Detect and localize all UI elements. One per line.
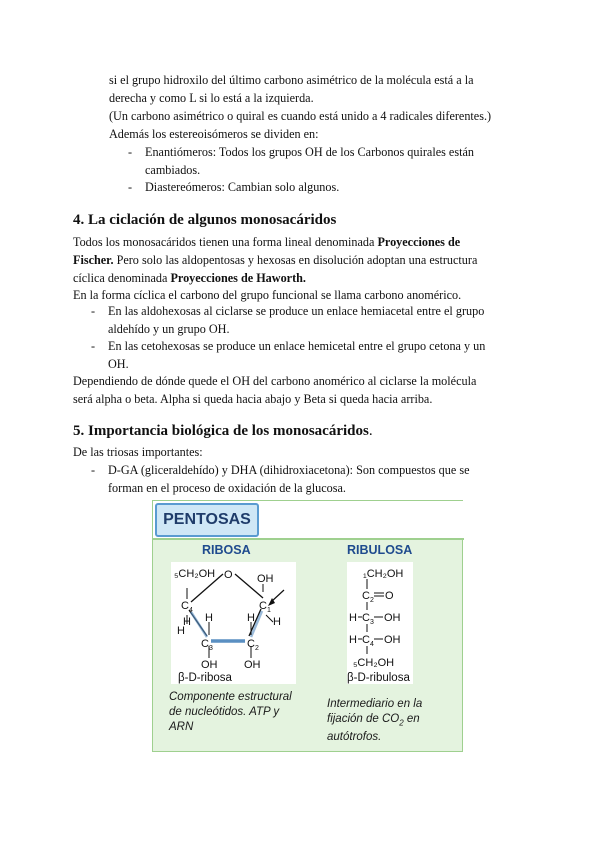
paragraph-line: Dependiendo de dónde quede el OH del carbono anomérico al ciclarse la molécula <box>73 374 477 388</box>
svg-text:C1: $C_1$ <box>259 600 271 614</box>
svg-text:OH: OH <box>384 612 401 624</box>
pentosas-figure <box>152 500 463 752</box>
ribose-name: β-D-ribosa <box>178 672 232 684</box>
ribulose-name: β-D-ribulosa <box>347 672 410 684</box>
svg-text:OH: OH <box>244 659 261 671</box>
caption-text: fijación de CO <box>327 713 400 725</box>
svg-text:₁CH₂OH: ₁CH₂OH <box>363 568 404 580</box>
ribose-oh-c3: OH <box>201 659 218 671</box>
list-item-diastereomeros: Diastereómeros: Cambian solo algunos. <box>145 180 340 194</box>
caption-subscript: 2 <box>399 718 404 728</box>
paragraph-line: En la forma cíclica el carbono del grupo funcional se llama carbono anomérico. <box>73 288 462 302</box>
figure-tag: PENTOSAS <box>155 503 259 537</box>
list-bullet: - <box>128 145 133 159</box>
list-item-enantiomeros-cont: cambiados. <box>145 163 201 177</box>
paragraph-line: (Un carbono asimétrico o quiral es cuando está unido a 4 radicales diferentes.) <box>109 109 492 123</box>
ribulose-structure <box>347 562 413 684</box>
caption-line: Intermediario en la <box>327 698 423 710</box>
caption-line <box>327 712 422 730</box>
svg-text:H: H <box>177 625 185 637</box>
svg-text:₅CH₂OH: ₅CH₂OH <box>174 568 216 580</box>
list-bullet: - <box>91 304 96 318</box>
text-run: Pero solo las aldopentosas y hexosas en disolución adoptan una estructura <box>113 253 478 267</box>
list-item-aldohexosas-cont: aldehído y un grupo OH. <box>108 322 230 336</box>
paragraph-line: será alpha o beta. Alpha si queda hacia abajo y Beta si queda hacia arriba. <box>73 392 433 406</box>
bold-term: Fischer. <box>73 253 114 267</box>
svg-text:C4: $C_4$ <box>181 600 193 614</box>
ribose-structure <box>171 562 296 684</box>
ribose-caption <box>169 690 292 735</box>
text-run: Todos los monosacáridos tienen una forma lineal denominada <box>73 235 378 249</box>
heading-dot: . <box>368 423 373 439</box>
ribose-oh-c1: OH <box>257 573 274 585</box>
list-item-enantiomeros: Enantiómeros: Todos los grupos OH de los Carbonos quirales están <box>145 145 474 159</box>
caption-line: Componente estructural <box>169 691 292 703</box>
paragraph-line <box>73 233 528 251</box>
heading-text: 5. Importancia biológica de los monosacáridos <box>73 423 369 439</box>
svg-text:H: H <box>247 612 255 624</box>
list-item-triosas: D-GA (gliceraldehído) y DHA (dihidroxiacetona): Son compuestos que se <box>108 463 470 477</box>
svg-text:H: H <box>349 634 357 646</box>
ribose-drawing <box>171 562 296 684</box>
paragraph-line: derecha y como L si lo está a la izquierda. <box>109 91 314 105</box>
svg-text:C3: $C_3$ <box>362 612 374 626</box>
caption-text: en <box>403 713 420 725</box>
ribose-ring-oxygen: O <box>224 569 233 581</box>
section-heading-4: 4. La ciclación de algunos monosacáridos <box>73 212 337 228</box>
section-heading-5 <box>73 421 373 441</box>
paragraph-line: si el grupo hidroxilo del último carbono asimétrico de la molécula está a la <box>109 73 474 87</box>
ribulose-drawing <box>347 562 413 684</box>
paragraph-line <box>73 251 528 269</box>
svg-text:OH: OH <box>384 634 401 646</box>
ribose-h-c4: H <box>183 616 191 628</box>
ribulose-caption <box>327 697 422 745</box>
caption-line: de nucleótidos. ATP y <box>169 706 280 718</box>
svg-text:H: H <box>205 612 213 624</box>
svg-text:H: H <box>273 616 281 628</box>
caption-line: ARN <box>169 721 194 733</box>
ribulose-title: RIBULOSA <box>347 543 413 557</box>
caption-line: autótrofos. <box>327 731 382 744</box>
text-run: cíclica denominada <box>73 271 171 285</box>
list-bullet: - <box>91 339 96 353</box>
list-item-triosas-cont: forman en el proceso de oxidación de la glucosa. <box>108 481 346 495</box>
paragraph-line: De las triosas importantes: <box>73 445 203 459</box>
svg-text:₅CH₂OH: ₅CH₂OH <box>353 657 395 669</box>
list-item-aldohexosas: En las aldohexosas al ciclarse se produce un enlace hemiacetal entre el grupo <box>108 304 485 318</box>
figure-header <box>153 501 464 540</box>
bold-term: Proyecciones de <box>377 235 461 249</box>
svg-text:C3: $C_3$ <box>201 638 213 652</box>
list-item-cetohexosas: En las cetohexosas se produce un enlace hemicetal entre el grupo cetona y un <box>108 339 486 353</box>
svg-text:C2: $C_2$ <box>247 638 259 652</box>
paragraph-line <box>73 269 528 287</box>
svg-text:H: H <box>349 612 357 624</box>
paragraph-line: Además los estereoisómeros se dividen en: <box>109 127 319 141</box>
list-bullet: - <box>128 180 133 194</box>
ribose-title: RIBOSA <box>202 543 251 557</box>
svg-text:C4: $C_4$ <box>362 634 374 648</box>
svg-text:O: O <box>385 590 394 602</box>
list-item-cetohexosas-cont: OH. <box>108 357 129 371</box>
bold-term: Proyecciones de Haworth. <box>170 271 306 285</box>
svg-text:C2: $C_2$ <box>362 590 374 604</box>
list-bullet: - <box>91 463 96 477</box>
